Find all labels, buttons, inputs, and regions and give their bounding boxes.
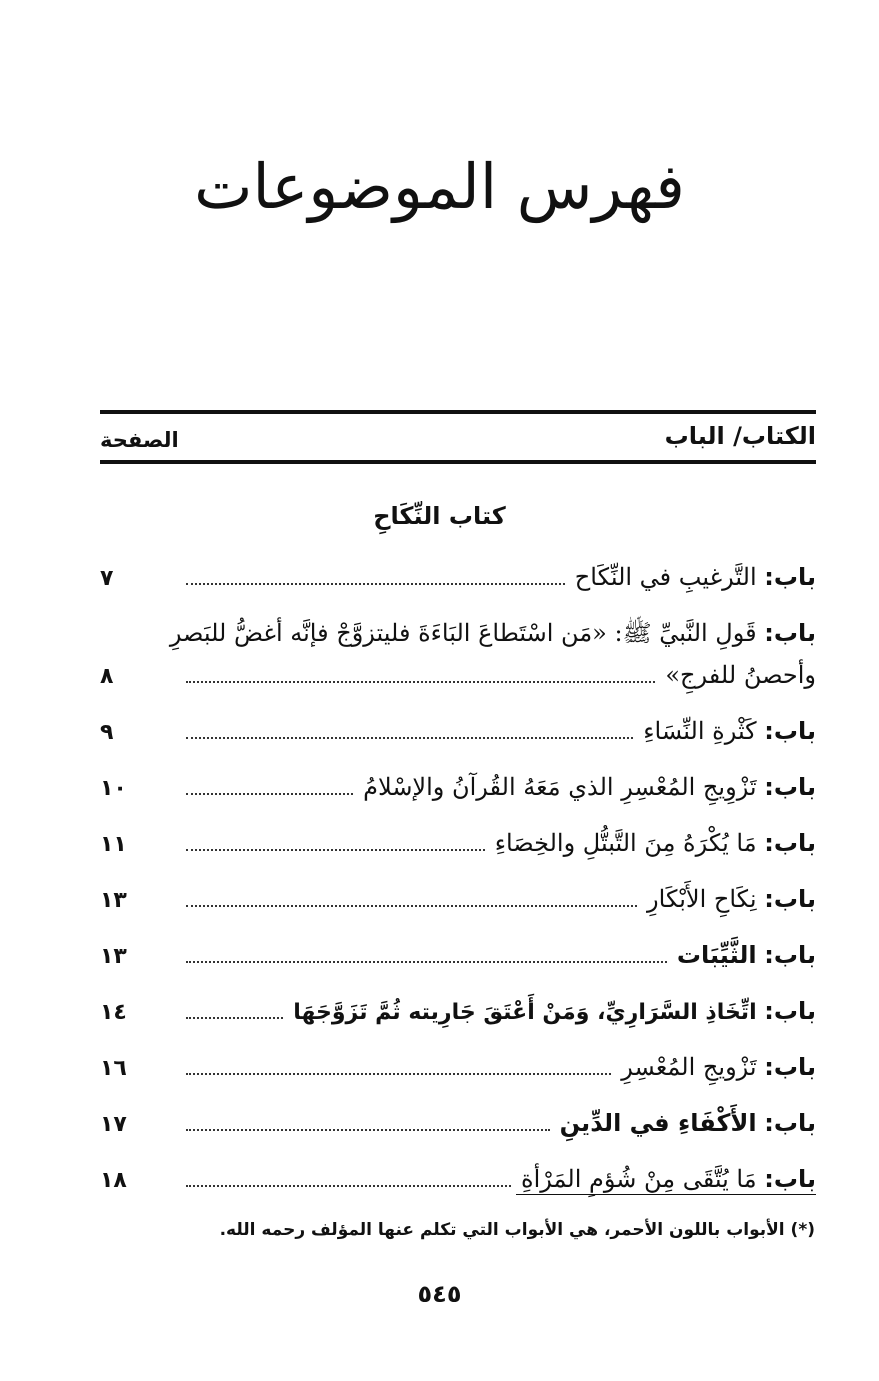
toc-entry[interactable] (100, 1158, 816, 1202)
entry-page-number: ١٣ (100, 944, 127, 969)
entry-prefix: باب: (764, 1165, 816, 1193)
entry-title: قَولِ النَّبيِّ ﷺ: «مَن اسْتَطاعَ البَاءَةَ فليتزوَّجْ فإنَّه أغضُّ للبَصرِ (169, 619, 757, 647)
leader-dots (186, 1185, 511, 1187)
footnote: (*) الأبواب باللون الأحمر، هي الأبواب التي تكلم عنها المؤلف رحمه الله. (219, 1220, 815, 1240)
page-title: فهرس الموضوعات (194, 150, 685, 223)
entry-title: التَّرغيبِ في النِّكَاح (574, 563, 757, 591)
entry-prefix: باب: (764, 1053, 816, 1081)
entry-prefix: باب: (764, 619, 816, 647)
entry-page-number: ١٧ (100, 1112, 127, 1137)
entry-title: تَزْويجِ المُعْسِرِ (621, 1053, 757, 1081)
header-bottom-rule (100, 460, 816, 464)
leader-dots (186, 793, 353, 795)
toc-entry[interactable] (100, 822, 816, 866)
toc-entry[interactable] (100, 934, 816, 978)
leader-dots (186, 1073, 611, 1075)
entry-text (643, 710, 816, 752)
entry-page-number: ٧ (100, 566, 114, 591)
entry-text (647, 878, 816, 920)
entry-prefix: باب: (764, 941, 816, 969)
entry-text (495, 822, 816, 864)
toc-entry[interactable] (100, 1102, 816, 1146)
entry-page-number: ١٣ (100, 888, 127, 913)
header-top-rule (100, 410, 816, 414)
section-heading: كتاب النِّكَاحِ (373, 502, 506, 530)
leader-dots (186, 737, 633, 739)
entry-title: مَا يُتَّقَى مِنْ شُؤمِ المَرْأةِ (521, 1165, 757, 1193)
entry-prefix: باب: (764, 997, 816, 1025)
footnote-rule (516, 1194, 816, 1195)
toc-entry[interactable] (100, 1046, 816, 1090)
entry-title: نِكَاحِ الأَبْكَارِ (647, 885, 757, 913)
entry-page-number: ١٦ (100, 1056, 127, 1081)
toc-list (100, 556, 816, 1214)
toc-entry[interactable] (100, 556, 816, 600)
entry-title: مَا يُكْرَهُ مِنَ التَّبتُّلِ والخِصَاءِ (494, 829, 757, 857)
toc-entry[interactable] (100, 612, 816, 698)
leader-dots (186, 961, 667, 963)
leader-dots (186, 583, 565, 585)
entry-title: الثَّيِّبَات (676, 941, 757, 969)
entry-text (575, 556, 816, 598)
toc-entry[interactable] (100, 990, 816, 1034)
entry-title: كَثْرةِ النِّسَاءِ (643, 717, 757, 745)
header-page-column: الصفحة (100, 428, 179, 452)
entry-page-number: ١٤ (100, 1000, 127, 1025)
entry-prefix: باب: (764, 773, 816, 801)
entry-text (100, 612, 816, 654)
entry-page-number: ١٠ (100, 776, 127, 801)
entry-page-number: ٨ (100, 664, 114, 689)
toc-entry[interactable] (100, 766, 816, 810)
entry-prefix: باب: (764, 829, 816, 857)
toc-entry[interactable] (100, 878, 816, 922)
leader-dots (186, 681, 655, 683)
entry-page-number: ١٨ (100, 1168, 127, 1193)
entry-prefix: باب: (764, 1109, 816, 1137)
entry-prefix: باب: (764, 885, 816, 913)
header-chapter-column: الكتاب/ الباب (664, 422, 816, 450)
entry-text (363, 766, 816, 808)
entry-title-continued: وأحصنُ للفرجِ» (665, 661, 816, 689)
entry-title: تَزْوِيجِ المُعْسِرِ الذي مَعَهُ القُرآنُ والإسْلامُ (363, 773, 757, 801)
entry-text (560, 1102, 816, 1144)
entry-page-number: ١١ (100, 832, 127, 857)
entry-text (621, 1046, 816, 1088)
entry-page-number: ٩ (100, 720, 114, 745)
table-header (100, 418, 816, 456)
entry-title: اتِّخَاذِ السَّرَارِيِّ، وَمَنْ أَعْتَقَ جَارِيته ثُمَّ تَزَوَّجَهَا (293, 1000, 757, 1025)
toc-entry[interactable] (100, 710, 816, 754)
leader-dots (186, 849, 485, 851)
leader-dots (186, 1017, 283, 1019)
page-number: ٥٤٥ (417, 1280, 462, 1308)
entry-title: الأَكْفَاءِ في الدِّينِ (559, 1109, 757, 1137)
entry-text (293, 990, 816, 1034)
entry-text (677, 934, 816, 976)
leader-dots (186, 905, 637, 907)
leader-dots (186, 1129, 550, 1131)
entry-prefix: باب: (764, 563, 816, 591)
entry-prefix: باب: (764, 717, 816, 745)
